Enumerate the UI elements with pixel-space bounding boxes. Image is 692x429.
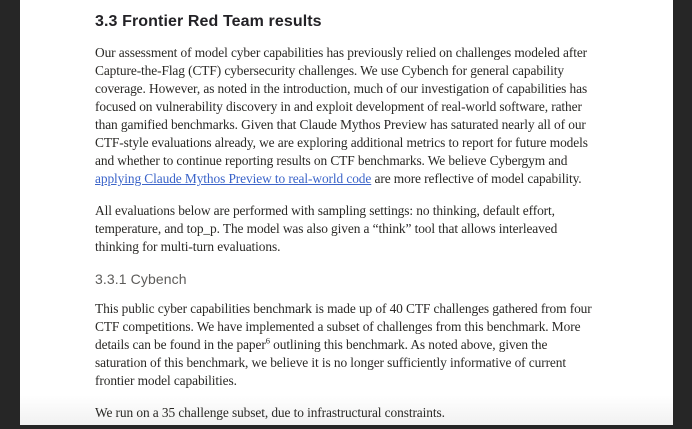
paragraph-frontier-overview bbox=[95, 44, 602, 188]
paragraph-text: Our assessment of model cyber capabilities has previously relied on challenges modeled after Capture-the-Flag (CTF) cybersecurity challenges. We use Cybench for general capability coverage. However, as noted in the introduction, much of our investigation of capabilities has focused on vulnerability discovery in and exploit development of real-world software, rather than gamified benchmarks. Given that Claude Mythos Preview has saturated nearly all of our CTF-style evaluations already, we are exploring additional metrics to report for future models and whether to continue reporting results on CTF benchmarks. We believe Cybergym and bbox=[95, 45, 588, 168]
paragraph-text: outlining this benchmark. As noted above, given the saturation of this benchmark, we believe it is no longer sufficiently informative of current frontier model capabilities. bbox=[95, 337, 566, 388]
document-page bbox=[20, 0, 673, 425]
section-heading: 3.3 Frontier Red Team results bbox=[95, 13, 322, 30]
subsection-heading-cybench: 3.3.1 Cybench bbox=[95, 271, 187, 287]
paragraph-text: are more reflective of model capability. bbox=[371, 171, 582, 186]
document-content bbox=[20, 0, 673, 422]
paragraph-text: This public cyber capabilities benchmark is made up of 40 CTF challenges gathered from four CTF competitions. We have implemented a subset of challenges from this benchmark. More details can be found in the paper bbox=[95, 301, 592, 352]
real-world-code-link[interactable]: applying Claude Mythos Preview to real-world code bbox=[95, 171, 372, 186]
paragraph-cybench-description bbox=[95, 300, 602, 390]
paragraph-challenge-subset: We run on a 35 challenge subset, due to infrastructural constraints. bbox=[95, 405, 445, 420]
paragraph-sampling-settings: All evaluations below are performed with sampling settings: no thinking, default effort, temperature, and top_p. The model was also given a “think” tool that allows interleaved thinking for multi-turn evaluations. bbox=[95, 203, 558, 254]
footnote-reference-6[interactable]: 6 bbox=[265, 335, 270, 346]
